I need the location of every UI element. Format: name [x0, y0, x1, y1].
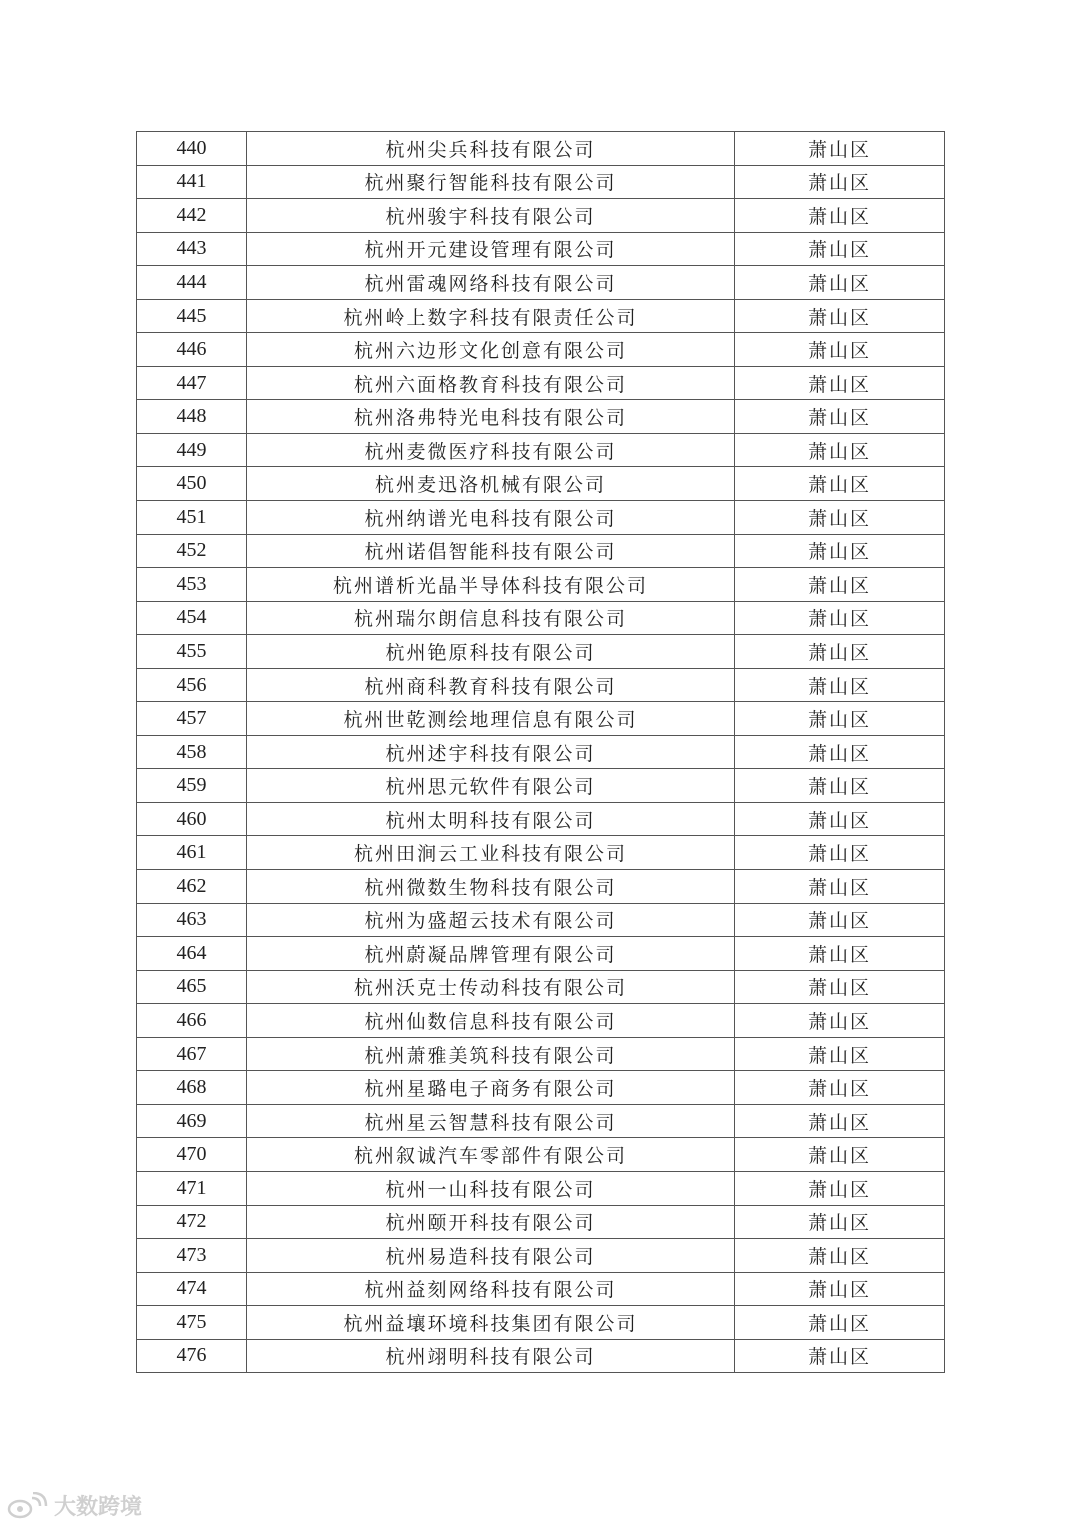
row-number: 452	[137, 534, 247, 568]
row-number: 473	[137, 1239, 247, 1273]
company-list-table	[136, 131, 945, 1373]
row-number: 475	[137, 1306, 247, 1340]
company-name: 杭州颐开科技有限公司	[247, 1205, 735, 1239]
company-name: 杭州太明科技有限公司	[247, 802, 735, 836]
row-number: 472	[137, 1205, 247, 1239]
district-name: 萧山区	[735, 232, 945, 266]
row-number: 444	[137, 266, 247, 300]
row-number: 441	[137, 165, 247, 199]
row-number: 440	[137, 132, 247, 166]
company-name: 杭州六边形文化创意有限公司	[247, 333, 735, 367]
table-row	[137, 769, 945, 803]
company-name: 杭州益壤环境科技集团有限公司	[247, 1306, 735, 1340]
company-name: 杭州岭上数字科技有限责任公司	[247, 299, 735, 333]
row-number: 449	[137, 433, 247, 467]
company-name: 杭州洛弗特光电科技有限公司	[247, 400, 735, 434]
row-number: 450	[137, 467, 247, 501]
company-name: 杭州开元建设管理有限公司	[247, 232, 735, 266]
table-row	[137, 568, 945, 602]
district-name: 萧山区	[735, 1004, 945, 1038]
row-number: 458	[137, 735, 247, 769]
row-number: 460	[137, 802, 247, 836]
district-name: 萧山区	[735, 534, 945, 568]
row-number: 470	[137, 1138, 247, 1172]
table-row	[137, 501, 945, 535]
company-name: 杭州星璐电子商务有限公司	[247, 1071, 735, 1105]
table-row	[137, 232, 945, 266]
watermark	[6, 1490, 142, 1521]
company-name: 杭州蔚凝品牌管理有限公司	[247, 937, 735, 971]
company-name: 杭州翊明科技有限公司	[247, 1339, 735, 1373]
district-name: 萧山区	[735, 836, 945, 870]
district-name: 萧山区	[735, 400, 945, 434]
district-name: 萧山区	[735, 1104, 945, 1138]
district-name: 萧山区	[735, 165, 945, 199]
table-row	[137, 433, 945, 467]
watermark-text: 大数跨境	[54, 1495, 143, 1520]
table-row	[137, 668, 945, 702]
row-number: 454	[137, 601, 247, 635]
district-name: 萧山区	[735, 1239, 945, 1273]
company-name: 杭州尖兵科技有限公司	[247, 132, 735, 166]
row-number: 471	[137, 1171, 247, 1205]
district-name: 萧山区	[735, 937, 945, 971]
table-row	[137, 937, 945, 971]
row-number: 466	[137, 1004, 247, 1038]
row-number: 446	[137, 333, 247, 367]
row-number: 453	[137, 568, 247, 602]
district-name: 萧山区	[735, 132, 945, 166]
row-number: 468	[137, 1071, 247, 1105]
table-row	[137, 199, 945, 233]
table-row	[137, 1272, 945, 1306]
row-number: 465	[137, 970, 247, 1004]
table-row	[137, 266, 945, 300]
table-row	[137, 1171, 945, 1205]
table-row	[137, 1037, 945, 1071]
company-name: 杭州萧雅美筑科技有限公司	[247, 1037, 735, 1071]
table-row	[137, 333, 945, 367]
district-name: 萧山区	[735, 601, 945, 635]
district-name: 萧山区	[735, 333, 945, 367]
district-name: 萧山区	[735, 1205, 945, 1239]
company-name: 杭州瑞尔朗信息科技有限公司	[247, 601, 735, 635]
table-row	[137, 836, 945, 870]
company-name: 杭州微数生物科技有限公司	[247, 870, 735, 904]
district-name: 萧山区	[735, 635, 945, 669]
company-name: 杭州谱析光晶半导体科技有限公司	[247, 568, 735, 602]
company-name: 杭州仙数信息科技有限公司	[247, 1004, 735, 1038]
company-name: 杭州益刻网络科技有限公司	[247, 1272, 735, 1306]
company-name: 杭州纳谱光电科技有限公司	[247, 501, 735, 535]
table-row	[137, 702, 945, 736]
district-name: 萧山区	[735, 568, 945, 602]
row-number: 476	[137, 1339, 247, 1373]
district-name: 萧山区	[735, 702, 945, 736]
district-name: 萧山区	[735, 769, 945, 803]
table-row	[137, 802, 945, 836]
district-name: 萧山区	[735, 1037, 945, 1071]
company-name: 杭州沃克士传动科技有限公司	[247, 970, 735, 1004]
company-name: 杭州星云智慧科技有限公司	[247, 1104, 735, 1138]
row-number: 467	[137, 1037, 247, 1071]
row-number: 464	[137, 937, 247, 971]
row-number: 456	[137, 668, 247, 702]
district-name: 萧山区	[735, 1071, 945, 1105]
table-row	[137, 1239, 945, 1273]
table-row	[137, 601, 945, 635]
table-row	[137, 1104, 945, 1138]
company-name: 杭州一山科技有限公司	[247, 1171, 735, 1205]
row-number: 461	[137, 836, 247, 870]
district-name: 萧山区	[735, 1171, 945, 1205]
district-name: 萧山区	[735, 266, 945, 300]
district-name: 萧山区	[735, 1272, 945, 1306]
table-row	[137, 903, 945, 937]
table-row	[137, 1339, 945, 1373]
district-name: 萧山区	[735, 1138, 945, 1172]
table-row	[137, 1138, 945, 1172]
company-name: 杭州叙诚汽车零部件有限公司	[247, 1138, 735, 1172]
district-name: 萧山区	[735, 366, 945, 400]
row-number: 451	[137, 501, 247, 535]
row-number: 443	[137, 232, 247, 266]
row-number: 463	[137, 903, 247, 937]
district-name: 萧山区	[735, 1339, 945, 1373]
company-name: 杭州商科教育科技有限公司	[247, 668, 735, 702]
table-row	[137, 165, 945, 199]
row-number: 469	[137, 1104, 247, 1138]
row-number: 447	[137, 366, 247, 400]
district-name: 萧山区	[735, 433, 945, 467]
table-row	[137, 1306, 945, 1340]
table-row	[137, 366, 945, 400]
table-row	[137, 870, 945, 904]
table-row	[137, 1205, 945, 1239]
company-name: 杭州铯原科技有限公司	[247, 635, 735, 669]
company-name: 杭州雷魂网络科技有限公司	[247, 266, 735, 300]
district-name: 萧山区	[735, 870, 945, 904]
company-name: 杭州易造科技有限公司	[247, 1239, 735, 1273]
company-name: 杭州思元软件有限公司	[247, 769, 735, 803]
table-row	[137, 1004, 945, 1038]
row-number: 459	[137, 769, 247, 803]
company-name: 杭州麦迅洛机械有限公司	[247, 467, 735, 501]
company-name: 杭州聚行智能科技有限公司	[247, 165, 735, 199]
district-name: 萧山区	[735, 903, 945, 937]
table-body	[137, 132, 945, 1373]
table-row	[137, 299, 945, 333]
company-name: 杭州世乾测绘地理信息有限公司	[247, 702, 735, 736]
district-name: 萧山区	[735, 970, 945, 1004]
district-name: 萧山区	[735, 299, 945, 333]
company-name: 杭州六面格教育科技有限公司	[247, 366, 735, 400]
table-row	[137, 534, 945, 568]
table-row	[137, 467, 945, 501]
table-row	[137, 400, 945, 434]
table-row	[137, 635, 945, 669]
company-name: 杭州诺倡智能科技有限公司	[247, 534, 735, 568]
weibo-logo-icon	[6, 1492, 50, 1520]
company-name: 杭州麦微医疗科技有限公司	[247, 433, 735, 467]
company-name: 杭州骏宇科技有限公司	[247, 199, 735, 233]
district-name: 萧山区	[735, 802, 945, 836]
company-name: 杭州田涧云工业科技有限公司	[247, 836, 735, 870]
table-row	[137, 735, 945, 769]
district-name: 萧山区	[735, 501, 945, 535]
row-number: 474	[137, 1272, 247, 1306]
district-name: 萧山区	[735, 735, 945, 769]
district-name: 萧山区	[735, 1306, 945, 1340]
company-name: 杭州为盛超云技术有限公司	[247, 903, 735, 937]
row-number: 445	[137, 299, 247, 333]
district-name: 萧山区	[735, 668, 945, 702]
row-number: 448	[137, 400, 247, 434]
table-row	[137, 132, 945, 166]
row-number: 462	[137, 870, 247, 904]
row-number: 457	[137, 702, 247, 736]
table-row	[137, 1071, 945, 1105]
row-number: 455	[137, 635, 247, 669]
table-row	[137, 970, 945, 1004]
row-number: 442	[137, 199, 247, 233]
company-name: 杭州述宇科技有限公司	[247, 735, 735, 769]
district-name: 萧山区	[735, 199, 945, 233]
district-name: 萧山区	[735, 467, 945, 501]
